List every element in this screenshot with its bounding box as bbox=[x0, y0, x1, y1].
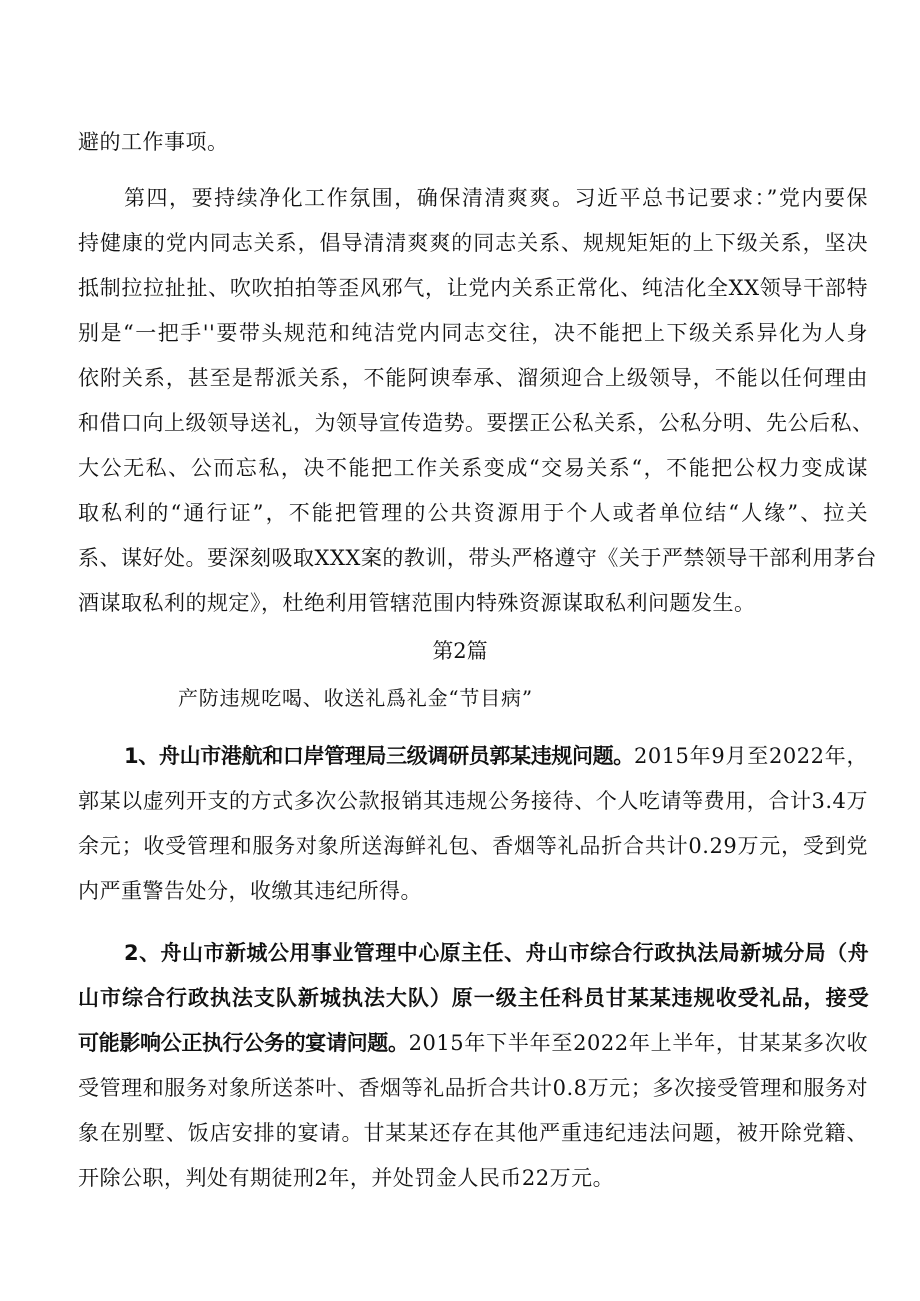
paragraph-continuation-line: 避的工作事项。 bbox=[78, 130, 229, 154]
case-1-line-3: 余元；收受管理和服务对象所送海鲜礼包、香烟等礼品折合共计0.29万元，受到党 bbox=[78, 834, 868, 858]
paragraph-4-line-5: 依附关系，甚至是帮派关系，不能阿谀奉承、溜须迎合上级领导，不能以任何理由 bbox=[78, 366, 868, 390]
case-2-title-line-1: 2、舟山市新城公用事业管理中心原主任、舟山市综合行政执法局新城分局（舟 bbox=[124, 941, 868, 965]
case-1-title: 1、舟山市港航和口岸管理局三级调研员郭某违规问题。 bbox=[124, 744, 634, 768]
case-2-date-range: 2015年下半年至2022年上半年，甘某某多次收 bbox=[408, 1031, 868, 1055]
case-1-date-range: 2015年9月至2022年， bbox=[633, 744, 868, 768]
paragraph-4-line-7: 大公无私、公而忘私，决不能把工作关系变成“交易关系“，不能把公权力变成谋 bbox=[78, 456, 868, 480]
paragraph-4-line-1: 第四，要持续净化工作氛围，确保清清爽爽。习近平总书记要求：”党内要保 bbox=[124, 186, 868, 210]
paragraph-4-line-8: 取私利的“通行证”，不能把管理的公共资源用于个人或者单位结“人缘”、拉关 bbox=[78, 501, 868, 525]
section-heading: 第2篇 bbox=[432, 639, 488, 663]
case-2-title-line-2: 山市综合行政执法支队新城执法大队）原一级主任科员甘某某违规收受礼品，接受 bbox=[78, 986, 868, 1010]
paragraph-4-line-4: 别是“一把手''要带头规范和纯洁党内同志交往，决不能把上下级关系异化为人身 bbox=[78, 321, 868, 345]
case-1-line-4: 内严重警告处分，收缴其违纪所得。 bbox=[78, 879, 422, 903]
case-2-line-4: 受管理和服务对象所送茶叶、香烟等礼品折合共计0.8万元；多次接受管理和服务对 bbox=[78, 1076, 868, 1100]
case-2-title-end: 可能影响公正执行公务的宴请问题。 bbox=[78, 1031, 409, 1055]
paragraph-4-line-2: 持健康的党内同志关系，倡导清清爽爽的同志关系、规规矩矩的上下级关系，坚决 bbox=[78, 231, 868, 255]
case-2-line-3 bbox=[78, 1028, 868, 1058]
case-2-line-6: 开除公职，判处有期徒刑2年，并处罚金人民币22万元。 bbox=[78, 1166, 615, 1190]
paragraph-4-line-6: 和借口向上级领导送礼，为领导宣传造势。要摆正公私关系，公私分明、先公后私、 bbox=[78, 411, 874, 435]
case-1-line-2: 郭某以虚列开支的方式多次公款报销其违规公务接待、个人吃请等费用，合计3.4万 bbox=[78, 789, 868, 813]
section-subtitle: 产防违规吃喝、收送礼爲礼金“节目病” bbox=[178, 686, 533, 710]
case-1-line-1 bbox=[124, 741, 868, 771]
paragraph-4-line-10: 酒谋取私利的规定》，杜绝利用管辖范围内特殊资源谋取私利问题发生。 bbox=[78, 591, 756, 615]
case-2-line-5: 象在别墅、饭店安排的宴请。甘某某还存在其他严重违纪违法问题，被开除党籍、 bbox=[78, 1121, 868, 1145]
paragraph-4-line-3: 抵制拉拉扯扯、吹吹拍拍等歪风邪气，让党内关系正常化、纯洁化全XX领导干部特 bbox=[78, 276, 868, 300]
paragraph-4-line-9: 系、谋好处。要深刻吸取XXX案的教训，带头严格遵守《关于严禁领导干部利用茅台 bbox=[78, 546, 877, 570]
